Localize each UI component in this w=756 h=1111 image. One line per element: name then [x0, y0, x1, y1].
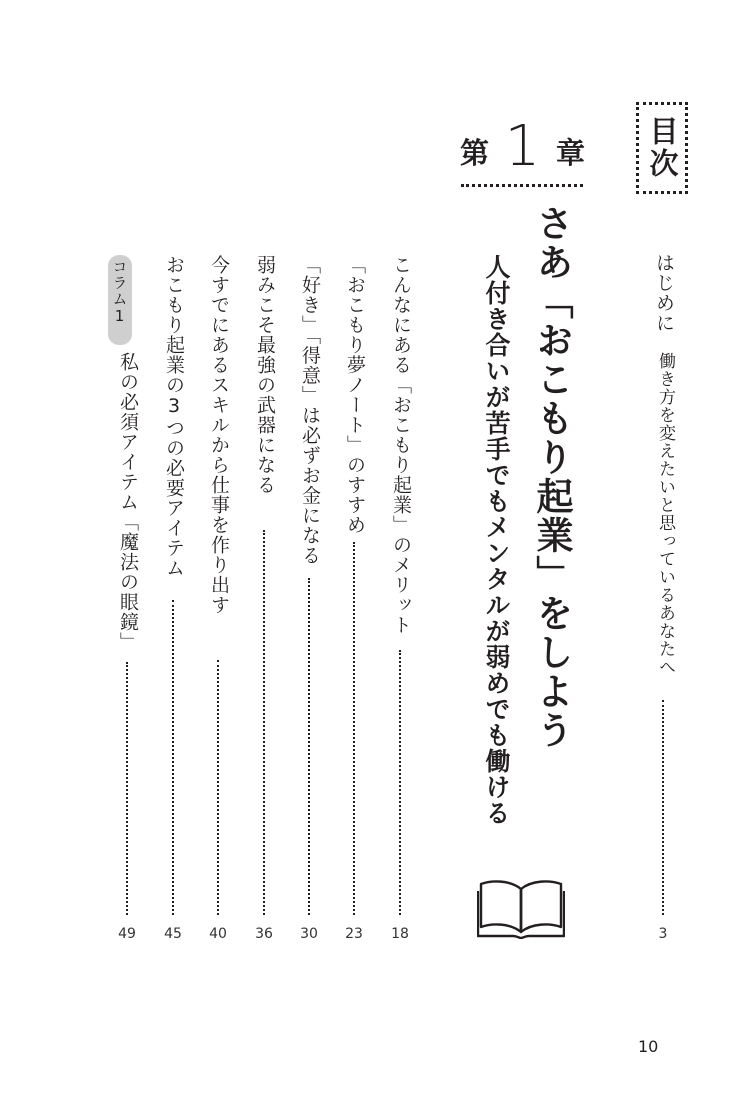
toc-entry-title: 弱みこそ最強の武器になる	[254, 255, 276, 495]
toc-entry-title: おこもり起業の3つの必要アイテム	[163, 255, 185, 578]
open-book-icon	[477, 875, 565, 943]
toc-entry-page-number: 36	[255, 926, 273, 942]
column-badge-label: コラム1	[110, 259, 129, 326]
column-leader	[126, 662, 128, 915]
toc-entry-leader	[172, 600, 174, 915]
intro-title: 働き方を変えたいと思っているあなたへ	[655, 352, 675, 676]
chapter-subtitle: 人付き合いが苦手でもメンタルが弱めでも働ける	[482, 254, 511, 826]
column-title: 私の必須アイテム「魔法の眼鏡」	[117, 352, 139, 652]
chapter-word-first: 第	[460, 135, 490, 170]
chapter-word-last: 章	[555, 135, 585, 170]
toc-entry-page-number: 30	[300, 926, 318, 942]
toc-heading: 目次	[645, 116, 680, 180]
toc-entry-page-number: 40	[209, 926, 227, 942]
folio-page-number: 10	[638, 1037, 659, 1056]
toc-entry-page-number: 45	[164, 926, 182, 942]
toc-entry-leader	[308, 578, 310, 915]
chapter-number: 1	[504, 114, 541, 179]
intro-leader	[662, 700, 664, 915]
intro-page-number: 3	[658, 926, 668, 942]
column-page-number: 49	[118, 926, 136, 942]
chapter-title: さあ「おこもり起業」をしよう	[530, 204, 573, 750]
toc-entry-leader	[353, 542, 355, 915]
toc-entry-title: こんなにある「おこもり起業」のメリット	[390, 255, 412, 635]
column-badge	[108, 255, 132, 345]
toc-entry-title: 「おこもり夢ノート」のすすめ	[344, 255, 366, 535]
toc-entry-leader	[399, 650, 401, 915]
intro-label: はじめに	[653, 253, 675, 333]
toc-entry-page-number: 23	[345, 926, 363, 942]
toc-entry-title: 「好き」「得意」は必ずお金になる	[299, 255, 321, 566]
toc-entry-page-number: 18	[391, 926, 409, 942]
toc-entry-leader	[263, 530, 265, 915]
toc-entry-title: 今すでにあるスキルから仕事を作り出す	[208, 255, 230, 615]
toc-entry-leader	[217, 660, 219, 915]
toc-heading-box	[636, 102, 688, 194]
chapter-divider	[461, 184, 583, 187]
chapter-heading	[460, 114, 585, 182]
